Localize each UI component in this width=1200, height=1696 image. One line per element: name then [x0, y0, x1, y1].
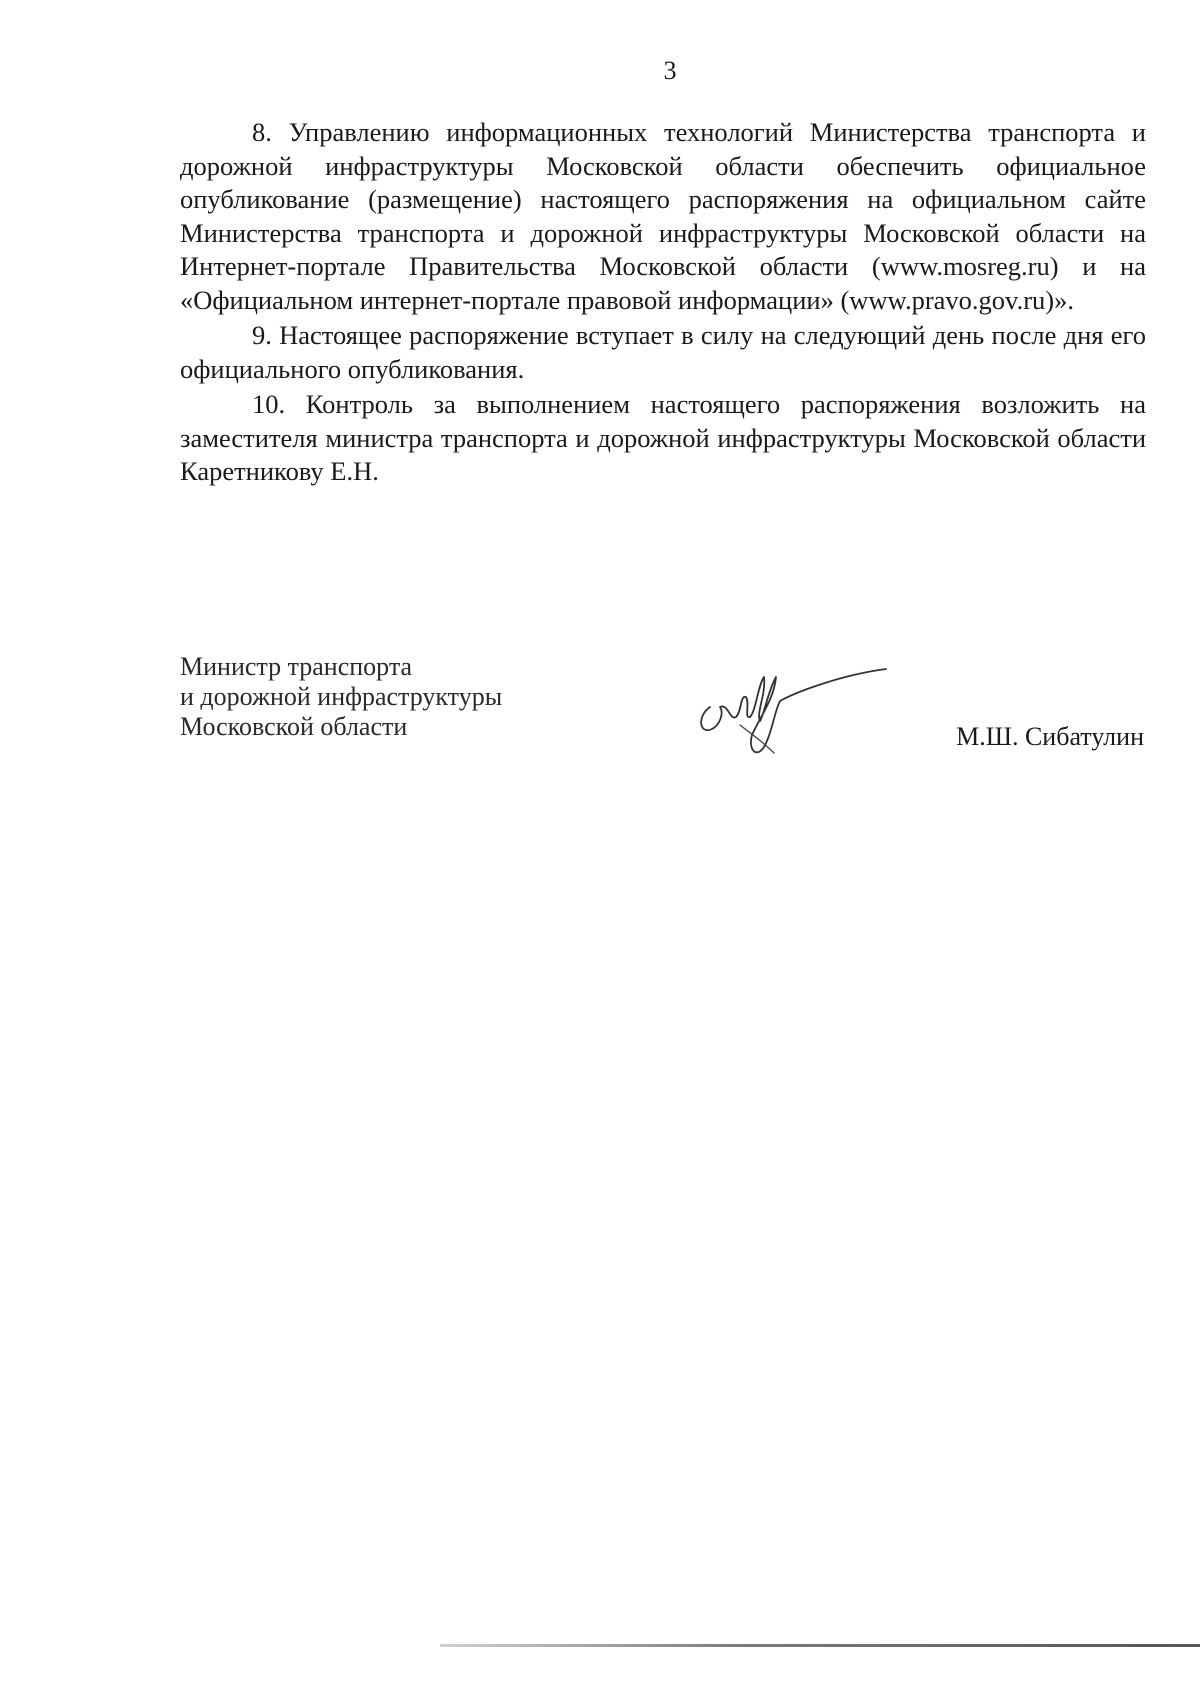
- signatory-title-line-2: и дорожной инфраструктуры: [180, 682, 503, 711]
- signatory-title-line-1: Министр транспорта: [180, 652, 413, 681]
- paragraph-8: 8. Управлению информационных технологий Министерства транспорта и дорожной инфраструктуры Московской области обеспечить официальное опубликование (размещение) настоящего распоряжения на официальном сайте Министерства транспорта и дорожной инфраструктуры Московской области на Интернет-портале Правительства Московской области (www.mosreg.ru) и на «Официальном интернет-портале правовой информации» (www.pravo.gov.ru)».: [180, 117, 1146, 315]
- signatory-name: М.Ш. Сибатулин: [956, 722, 1144, 751]
- bottom-rule: [440, 1644, 1200, 1647]
- handwritten-signature-icon: [690, 655, 890, 765]
- page-number: 3: [663, 56, 677, 85]
- signatory-title: [180, 652, 502, 742]
- document-body: [180, 116, 1146, 491]
- signatory-title-line-3: Московской области: [180, 712, 408, 741]
- paragraph-10: 10. Контроль за выполнением настоящего распоряжения возложить на заместителя министра транспорта и дорожной инфраструктуры Московской области Каретникову Е.Н.: [180, 389, 1146, 486]
- paragraph-9: 9. Настоящее распоряжение вступает в силу на следующий день после дня его официального опубликования.: [180, 320, 1146, 384]
